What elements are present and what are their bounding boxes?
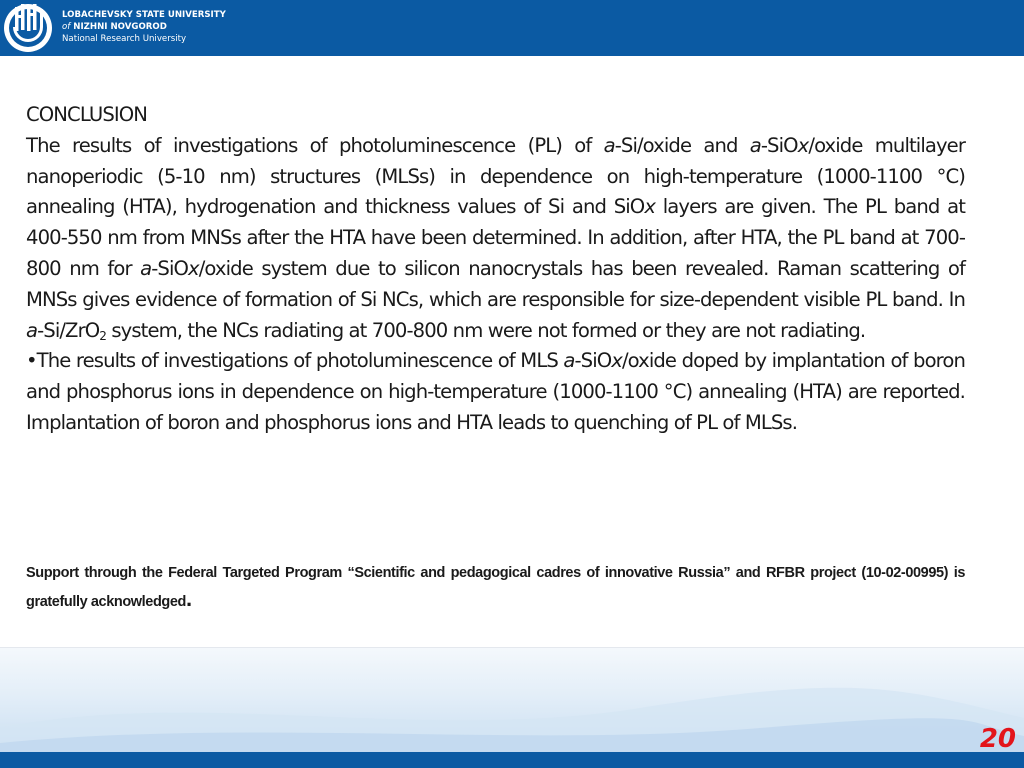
- university-name-line1: LOBACHEVSKY STATE UNIVERSITY: [62, 10, 226, 20]
- p1-italic: a: [749, 133, 761, 157]
- conclusion-paragraph-1: [26, 131, 965, 347]
- university-name-line3: National Research University: [62, 34, 187, 45]
- p1-text: system, the NCs radiating at 700-800 nm were not formed or they are not radiating.: [106, 318, 866, 342]
- p1-text: -SiO: [760, 133, 798, 157]
- p1-italic: a: [26, 318, 38, 342]
- slide-content: [26, 100, 965, 439]
- p1-text: -Si/oxide and: [614, 133, 750, 157]
- p1-text: /oxide multilayer nanoperiodic (5-10 nm) structures (MLSs) in dependence on high-temperature (1000-1100 °C) annealing (HTA), hydrogenation and thickness values of Si and SiO: [26, 133, 965, 219]
- university-name: [62, 9, 226, 46]
- footer-bar: [0, 752, 1024, 768]
- university-name-of: of: [62, 22, 71, 33]
- p2-text: •The results of investigations of photoluminescence of MLS: [26, 349, 564, 373]
- acknowledgement-text: Support through the Federal Targeted Program “Scientific and pedagogical cadres of innovative Russia” and RFBR project (10-02-00995) is gratefully acknowledged: [26, 565, 965, 610]
- acknowledgement: [26, 560, 965, 615]
- p1-text: layers are given. The PL band at 400-550 nm from MNSs after the HTA have been determined. In addition, after HTA, the PL band at 700-800 nm for: [26, 195, 965, 280]
- p1-text: The results of investigations of photoluminescence (PL) of: [26, 133, 604, 157]
- conclusion-heading: CONCLUSION: [26, 103, 148, 126]
- p1-italic: a: [140, 256, 152, 280]
- p2-text: /oxide doped by implantation of boron and phosphorus ions in dependence on high-temperature (1000-1100 °C) annealing (HTA) are reported. Implantation of boron and phosphorus ions and HTA leads to quenching of PL of MLSs.: [26, 349, 965, 434]
- university-name-city: NIZHNI NOVGOROD: [73, 22, 167, 33]
- p1-text: -Si/ZrO: [37, 318, 100, 342]
- acknowledgement-period: .: [186, 586, 192, 611]
- footer-decoration: [0, 648, 1024, 754]
- header-bar: [0, 0, 1024, 56]
- p1-italic: x: [797, 133, 809, 157]
- p1-text: -SiO: [151, 256, 189, 280]
- p1-italic: x: [188, 256, 199, 280]
- conclusion-paragraph-2: [26, 346, 965, 438]
- p1-italic: x: [644, 195, 656, 219]
- p2-text: -SiO: [574, 349, 612, 373]
- university-name-line2: [62, 21, 226, 33]
- footer-band: [0, 647, 1024, 754]
- p2-italic: x: [611, 349, 622, 373]
- p2-italic: a: [563, 349, 575, 373]
- p1-italic: a: [603, 133, 615, 157]
- university-logo: [2, 1, 54, 53]
- p1-text: /oxide system due to silicon nanocrystals has been revealed. Raman scattering of MNSs gives evidence of formation of Si NCs, which are responsible for size-dependent visible PL band. In: [26, 256, 965, 311]
- p1-subscript: 2: [99, 328, 107, 343]
- slide-number: 20: [979, 724, 1016, 754]
